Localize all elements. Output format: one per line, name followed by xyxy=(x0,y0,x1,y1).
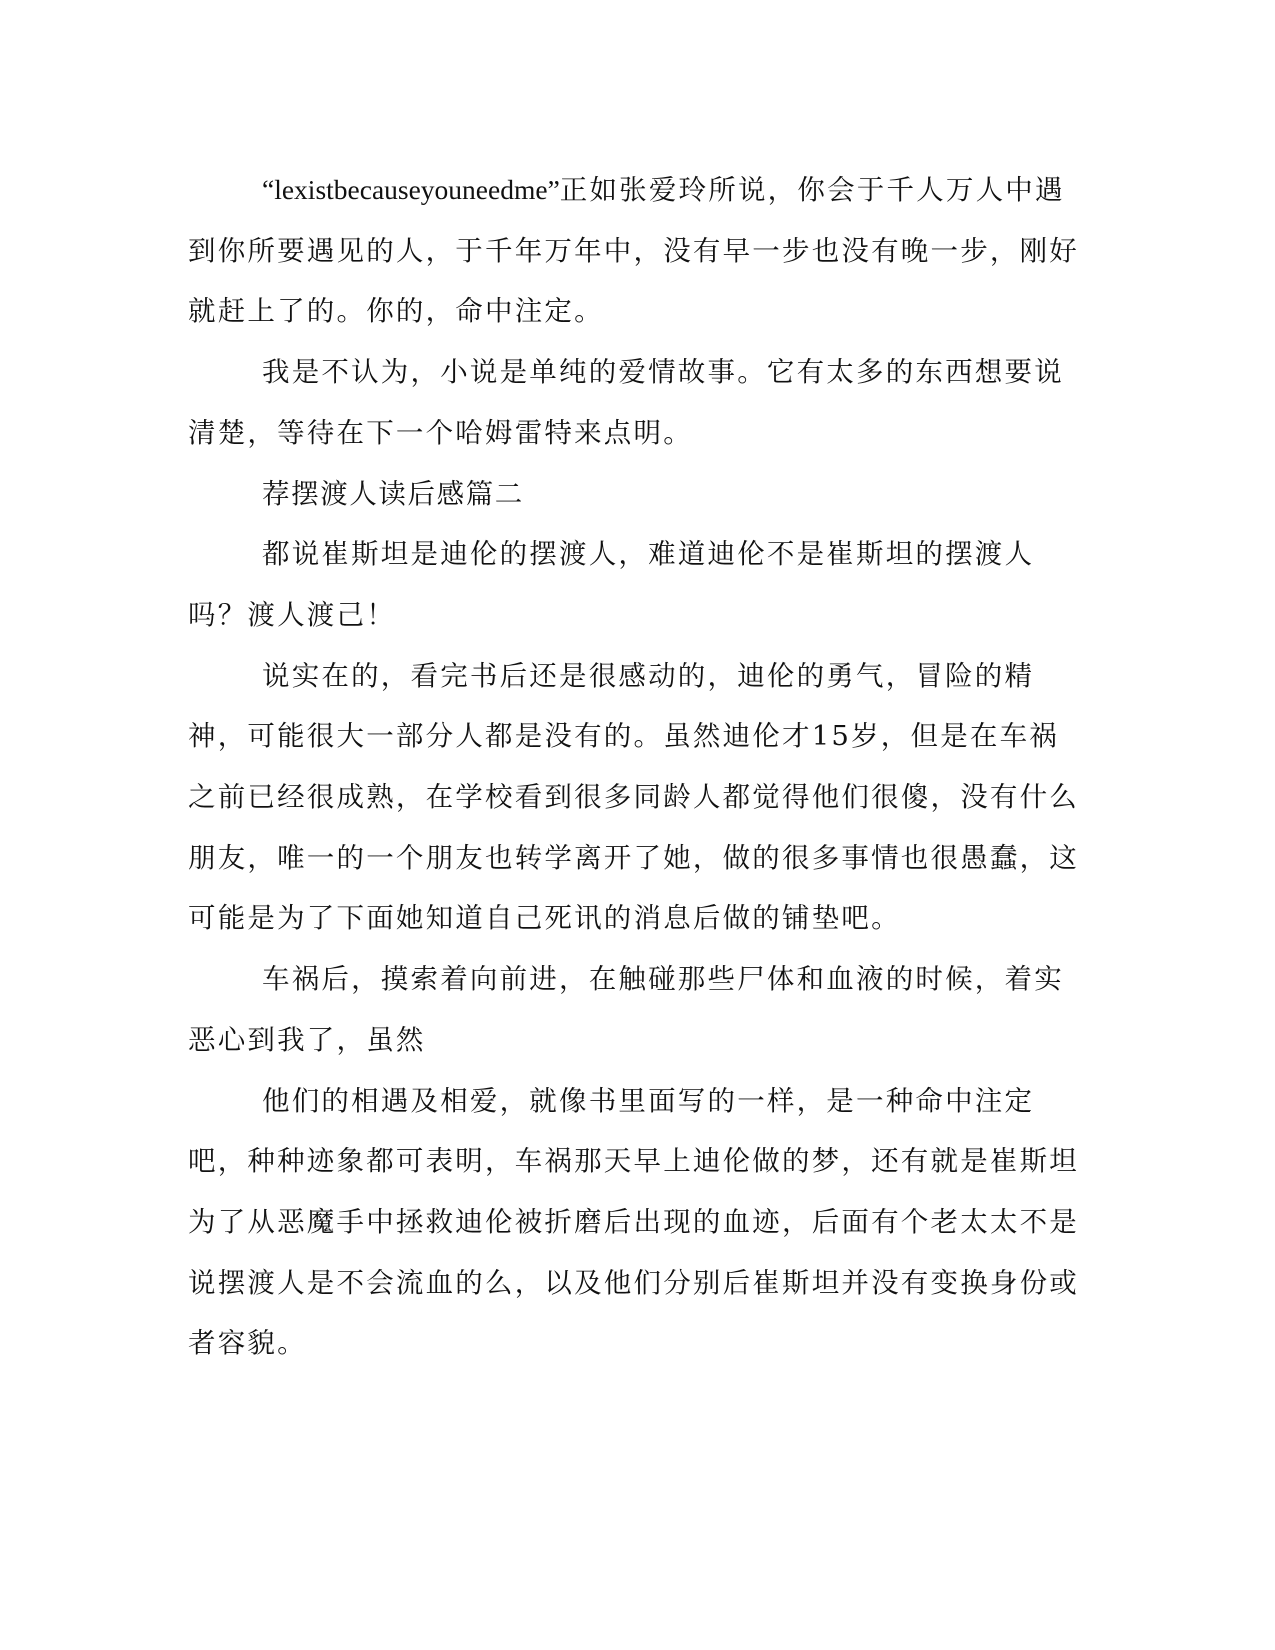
paragraph-6: 他们的相遇及相爱，就像书里面写的一样，是一种命中注定吧，种种迹象都可表明，车祸那天早上迪伦做的梦，还有就是崔斯坦为了从恶魔手中拯救迪伦被折磨后出现的血迹，后面有个老太太不是说摆渡人是不会流血的么，以及他们分别后崔斯坦并没有变换身份或者容貌。 xyxy=(188,1084,1079,1360)
paragraph-4: 说实在的，看完书后还是很感动的，迪伦的勇气，冒险的精神，可能很大一部分人都是没有的。虽然迪伦才15岁，但是在车祸之前已经很成熟，在学校看到很多同龄人都觉得他们很傻，没有什么朋友，唯一的一个朋友也转学离开了她，做的很多事情也很愚蠢，这可能是为了下面她知道自己死讯的消息后做的铺垫吧。 xyxy=(188,659,1079,935)
paragraph-1 xyxy=(188,160,1088,342)
english-quote: “lexistbecauseyouneedme” xyxy=(262,174,560,205)
paragraph-3: 都说崔斯坦是迪伦的摆渡人，难道迪伦不是崔斯坦的摆渡人吗？渡人渡己！ xyxy=(188,538,1035,631)
paragraph-2: 我是不认为，小说是单纯的爱情故事。它有太多的东西想要说清楚，等待在下一个哈姆雷特来点明。 xyxy=(188,356,1064,449)
paragraph-1-text: 正如张爱玲所说，你会于千人万人中遇到你所要遇见的人，于千年万年中，没有早一步也没有晚一步，刚好就赶上了的。你的，命中注定。 xyxy=(188,174,1079,328)
paragraph-5: 车祸后，摸索着向前进，在触碰那些尸体和血液的时候，着实恶心到我了，虽然 xyxy=(188,963,1064,1056)
section-heading: 荐摆渡人读后感篇二 xyxy=(262,477,524,510)
document-body xyxy=(188,160,1088,1374)
